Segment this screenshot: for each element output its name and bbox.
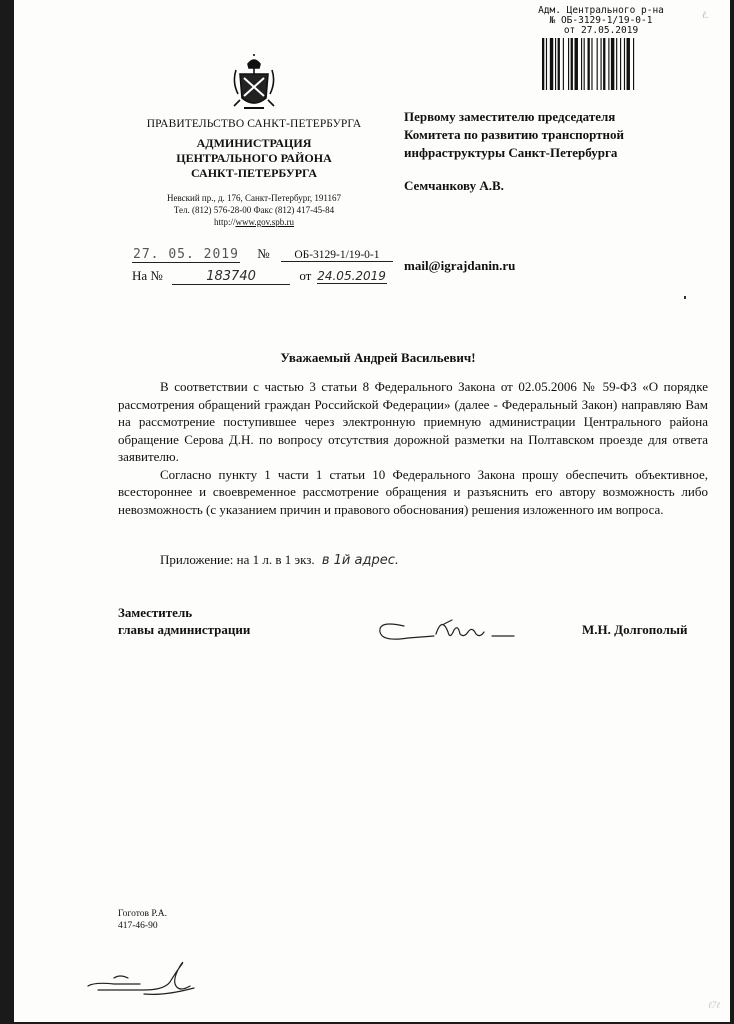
barcode-bar <box>611 38 614 90</box>
administration-title <box>104 136 404 181</box>
signatory-title-line-2: главы администрации <box>118 622 251 637</box>
barcode <box>542 38 662 90</box>
body-paragraph-2: Согласно пункту 1 части 1 статьи 10 Федерального Закона прошу обеспечить объективное, всестороннее и своевременное рассмотрение обращения и разъяснить его автору возможность либо невозможность (с указанием причин и правового обоснования) решения изложенного им вопроса. <box>118 466 708 517</box>
addressee-email: mail@igrajdanin.ru <box>404 258 516 273</box>
admin-line-1: АДМИНИСТРАЦИЯ <box>196 136 312 150</box>
government-title: ПРАВИТЕЛЬСТВО САНКТ-ПЕТЕРБУРГА <box>146 118 362 130</box>
signatory-name: М.Н. Долгополый <box>582 622 688 637</box>
letter-page <box>14 0 730 1022</box>
attachment-handwritten-note: в 1й адрес. <box>321 553 399 568</box>
barcode-bar <box>581 38 582 90</box>
body-paragraph-1: В соответствии с частью 3 статьи 8 Федерального Закона от 02.05.2006 № 59-ФЗ «О порядке рассмотрения обращений граждан Российской Федерации» (далее - Федеральный Закон) направляю Вам на рассмотрение поступившее через электронную приемную администрации Центрального района обращение Серова Д.Н. по вопросу отсутствия дорожной разметки на Полтавском проезде для ответа заявителю. <box>118 379 708 464</box>
barcode-bar <box>603 38 605 90</box>
registration-date-row <box>132 246 393 263</box>
corner-pencil-note: ℓ7ℓ <box>708 1000 720 1010</box>
ref-date-label: от <box>299 268 312 283</box>
stamp-line-2: № ОБ-3129-1/19-0-1 <box>549 15 653 26</box>
web-prefix: http:// <box>213 217 236 227</box>
ref-label: На № <box>132 268 163 283</box>
letterhead-address: Невский пр., д. 176, Санкт-Петербург, 191167 <box>166 193 342 203</box>
addressee-name: Семчанкову А.В. <box>404 178 504 193</box>
addressee-line-3: инфраструктуры Санкт-Петербурга <box>404 145 618 160</box>
admin-line-2: ЦЕНТРАЛЬНОГО РАЙОНА <box>176 151 332 165</box>
barcode-bar <box>591 38 592 90</box>
signatory-title-line-1: Заместитель <box>118 605 193 620</box>
addressee-line-1: Первому заместителю председателя <box>404 109 616 124</box>
signatory-title <box>118 604 250 638</box>
barcode-bar <box>616 38 617 90</box>
barcode-bar <box>542 38 544 90</box>
barcode-bar <box>550 38 553 90</box>
barcode-bar <box>620 38 621 90</box>
admin-line-3: САНКТ-ПЕТЕРБУРГА <box>190 166 318 180</box>
barcode-bar <box>546 38 547 90</box>
barcode-bar <box>601 38 602 90</box>
barcode-bar <box>575 38 578 90</box>
attachment-line <box>160 552 399 568</box>
addressee-block <box>404 108 704 162</box>
scan-speck <box>684 296 686 299</box>
ref-number: 183740 <box>172 269 290 285</box>
registration-stamp <box>536 6 666 36</box>
ref-date: 24.05.2019 <box>317 269 386 283</box>
barcode-bar <box>558 38 560 90</box>
executor-name: Гоготов Р.А. <box>118 909 168 919</box>
executor-info <box>118 908 167 932</box>
executor-signature <box>84 956 204 1002</box>
letterhead-web <box>104 216 404 228</box>
reference-row <box>132 268 387 285</box>
barcode-bar <box>624 38 625 90</box>
barcode-bar <box>568 38 569 90</box>
barcode-bar <box>627 38 630 90</box>
barcode-bar <box>608 38 609 90</box>
letterhead-contacts <box>104 192 404 228</box>
handwritten-signature <box>364 610 544 646</box>
corner-pencil-mark: ℓ. <box>702 10 709 21</box>
attachment-text: Приложение: на 1 л. в 1 экз. <box>160 552 315 567</box>
letter-body <box>118 378 708 518</box>
barcode-bar <box>571 38 573 90</box>
registration-number: ОБ-3129-1/19-0-1 <box>281 249 393 262</box>
stamp-line-1: Адм. Центрального р-на <box>538 5 664 16</box>
barcode-bar <box>633 38 634 90</box>
barcode-bar <box>597 38 598 90</box>
barcode-bar <box>563 38 564 90</box>
barcode-bar <box>584 38 585 90</box>
barcode-bar <box>588 38 590 90</box>
addressee-line-2: Комитета по развитию транспортной <box>404 127 625 142</box>
letterhead-phone: Тел. (812) 576-28-00 Факс (812) 417-45-84 <box>173 205 335 215</box>
number-label: № <box>257 246 270 261</box>
coat-of-arms-icon <box>226 54 282 114</box>
barcode-bar <box>555 38 556 90</box>
web-link[interactable]: www.gov.spb.ru <box>235 217 295 227</box>
registration-date: 27. 05. 2019 <box>133 247 239 262</box>
executor-phone: 417-46-90 <box>118 921 158 931</box>
greeting: Уважаемый Андрей Васильевич! <box>280 350 476 365</box>
stamp-line-3: от 27.05.2019 <box>563 25 639 36</box>
